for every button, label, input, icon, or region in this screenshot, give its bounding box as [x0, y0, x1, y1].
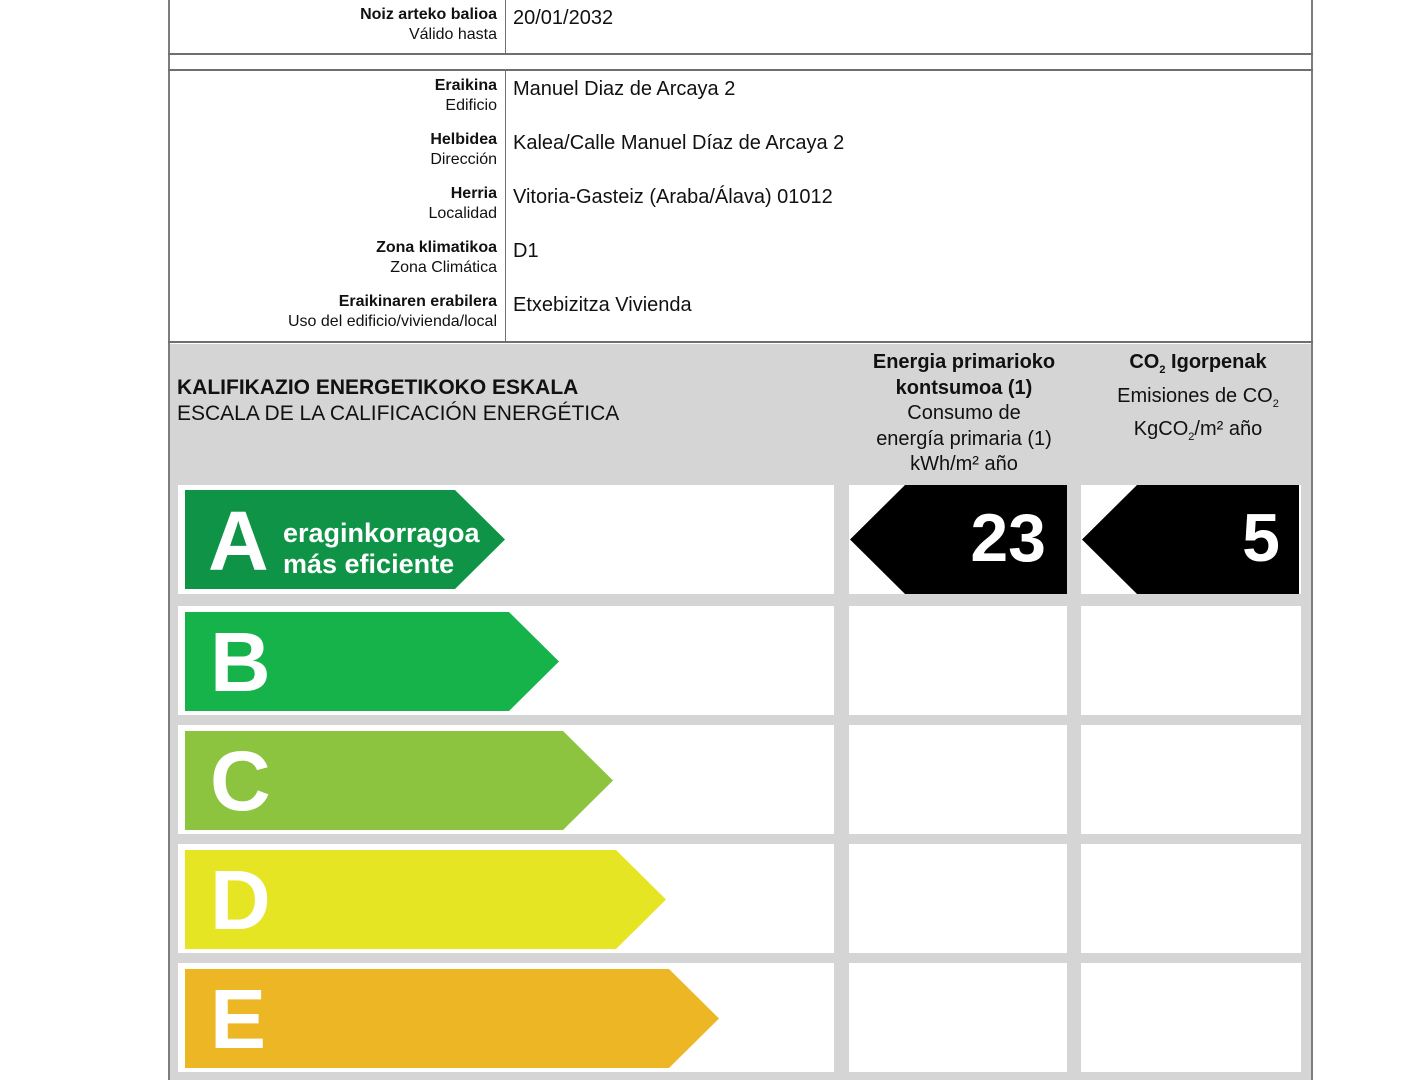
locality-label: Herria Localidad — [428, 185, 497, 222]
co2-rating-value: 5 — [1242, 500, 1280, 576]
climate-zone-value: D1 — [513, 240, 539, 262]
band-c-letter: C — [210, 734, 271, 828]
scale-title-es: ESCALA DE LA CALIFICACIÓN ENERGÉTICA — [177, 402, 620, 425]
band-b-letter: B — [210, 615, 271, 709]
band-e-letter: E — [210, 972, 267, 1066]
building-label: Eraikina Edificio — [434, 77, 497, 114]
energy-rating-value: 23 — [970, 500, 1046, 576]
co2-cell — [1081, 844, 1301, 953]
energy-column-header: Energia primarioko kontsumoa (1) Consumo de energía primaria (1) kWh/m² año — [872, 351, 1056, 475]
band-a-letter: A — [208, 494, 269, 588]
divider — [168, 69, 1313, 71]
co2-cell — [1081, 606, 1301, 715]
building-use-value: Etxebizitza Vivienda — [513, 294, 692, 316]
column-divider — [505, 70, 506, 342]
energy-cell — [849, 844, 1067, 953]
energy-cell — [849, 606, 1067, 715]
building-value: Manuel Diaz de Arcaya 2 — [513, 78, 736, 100]
energy-cell — [849, 963, 1067, 1072]
address-label: Helbidea Dirección — [430, 131, 497, 168]
divider — [168, 341, 1313, 343]
co2-cell — [1081, 963, 1301, 1072]
band-a-text-es: más eficiente — [283, 549, 455, 579]
energy-cell — [849, 725, 1067, 834]
band-a-text-eu: eraginkorragoa — [283, 518, 480, 548]
climate-zone-label: Zona klimatikoa Zona Climática — [376, 239, 497, 276]
validity-value: 20/01/2032 — [513, 7, 614, 29]
address-value: Kalea/Calle Manuel Díaz de Arcaya 2 — [513, 132, 845, 154]
locality-value: Vitoria-Gasteiz (Araba/Álava) 01012 — [513, 186, 833, 208]
validity-label: Noiz arteko balioa Válido hasta — [360, 6, 497, 43]
band-d-letter: D — [210, 853, 271, 947]
divider — [168, 53, 1313, 55]
co2-column-header: $CO_2$ Igorpenak Emisiones de $CO_2$ KgCO$_2$/m² año — [1117, 351, 1279, 443]
co2-cell — [1081, 725, 1301, 834]
building-use-label: Eraikinaren erabilera Uso del edificio/vivienda/local — [288, 293, 497, 330]
scale-title-eu: KALIFIKAZIO ENERGETIKOKO ESKALA — [177, 376, 579, 399]
column-divider — [505, 0, 506, 54]
